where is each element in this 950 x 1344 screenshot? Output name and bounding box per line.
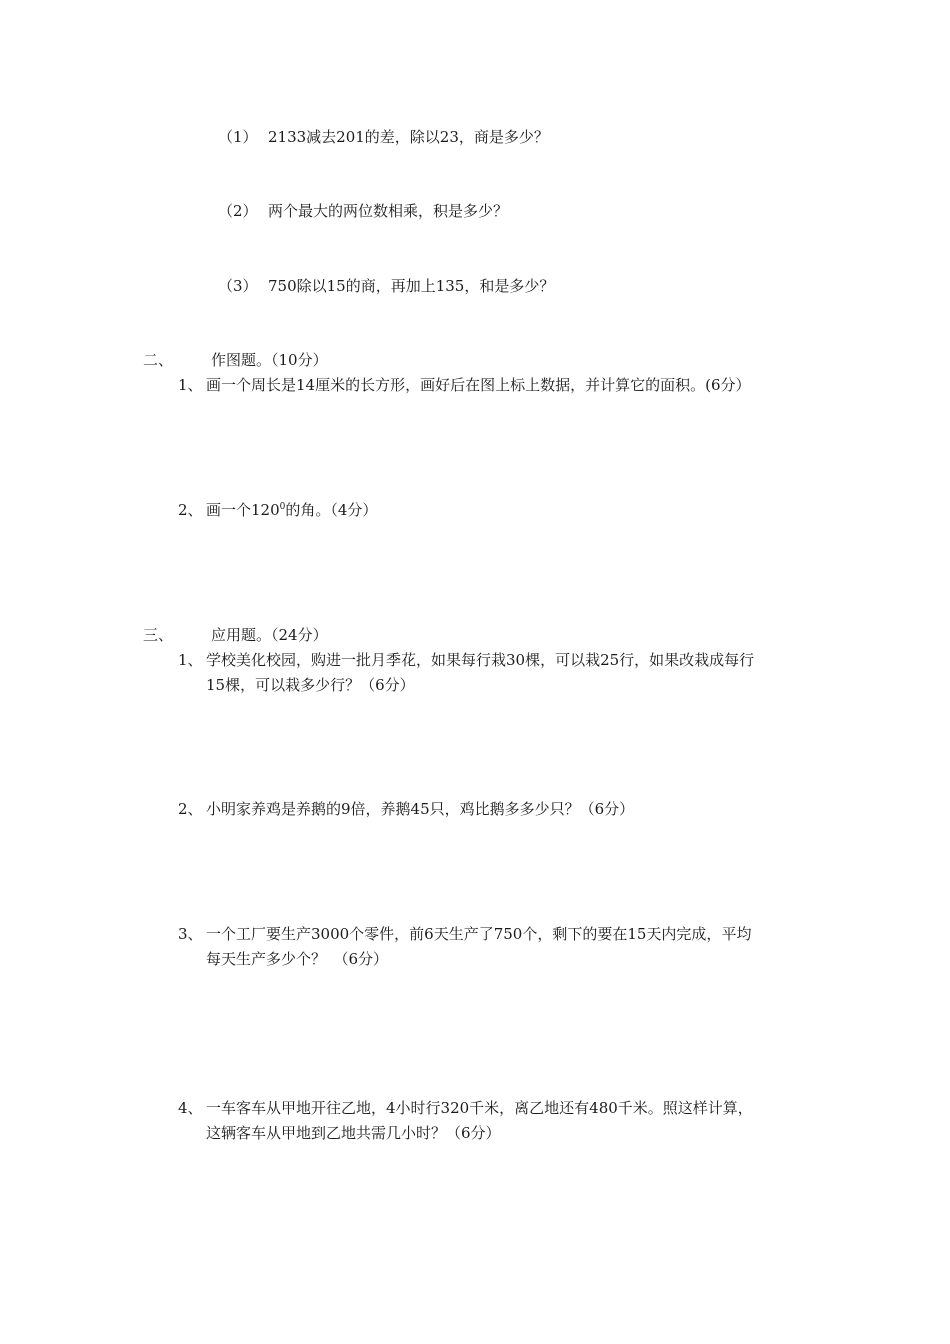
question-text: 750除以15的商，再加上135，和是多少？ — [268, 277, 555, 295]
question-number: 2、 — [178, 501, 203, 519]
question-text-line2: 15棵，可以栽多少行？（6分） — [206, 676, 415, 694]
question-number: （2） — [218, 202, 258, 220]
question-number: 1、 — [178, 376, 203, 394]
section-number: 二、 — [143, 351, 174, 369]
question-number: 1、 — [178, 651, 203, 669]
section-number: 三、 — [143, 626, 174, 644]
question-number: 4、 — [178, 1099, 203, 1117]
question-number: （1） — [218, 128, 258, 146]
question-text: 画一个$120^0$的角。（4分） — [206, 501, 378, 519]
question-text: 两个最大的两位数相乘，积是多少？ — [268, 202, 509, 220]
question-text-line1: 一个工厂要生产3000个零件，前6天生产了750个，剩下的要在15天内完成，平均 — [206, 925, 752, 943]
question-text-line1: 一车客车从甲地开往乙地，4小时行320千米，离乙地还有480千米。照这样计算， — [206, 1099, 753, 1117]
question-number: 3、 — [178, 925, 203, 943]
question-text-line2: 每天生产多少个？ （6分） — [206, 950, 389, 968]
question-number: （3） — [218, 277, 258, 295]
question-text-line2: 这辆客车从甲地到乙地共需几小时？（6分） — [206, 1124, 501, 1142]
degree-superscript: 0 — [279, 502, 286, 512]
section-title: 应用题。（24分） — [211, 626, 328, 644]
section-title: 作图题。（10分） — [211, 351, 328, 369]
question-text: 2133减去201的差，除以23，商是多少？ — [268, 128, 549, 146]
question-number: 2、 — [178, 800, 203, 818]
question-text-line1: 小明家养鸡是养鹅的9倍，养鹅45只，鸡比鹅多多少只？（6分） — [206, 800, 635, 818]
question-text-line1: 学校美化校园，购进一批月季花，如果每行栽30棵，可以栽25行，如果改栽成每行 — [206, 651, 755, 669]
question-text: 画一个周长是14厘米的长方形，画好后在图上标上数据，并计算它的面积。(6分） — [206, 376, 751, 394]
